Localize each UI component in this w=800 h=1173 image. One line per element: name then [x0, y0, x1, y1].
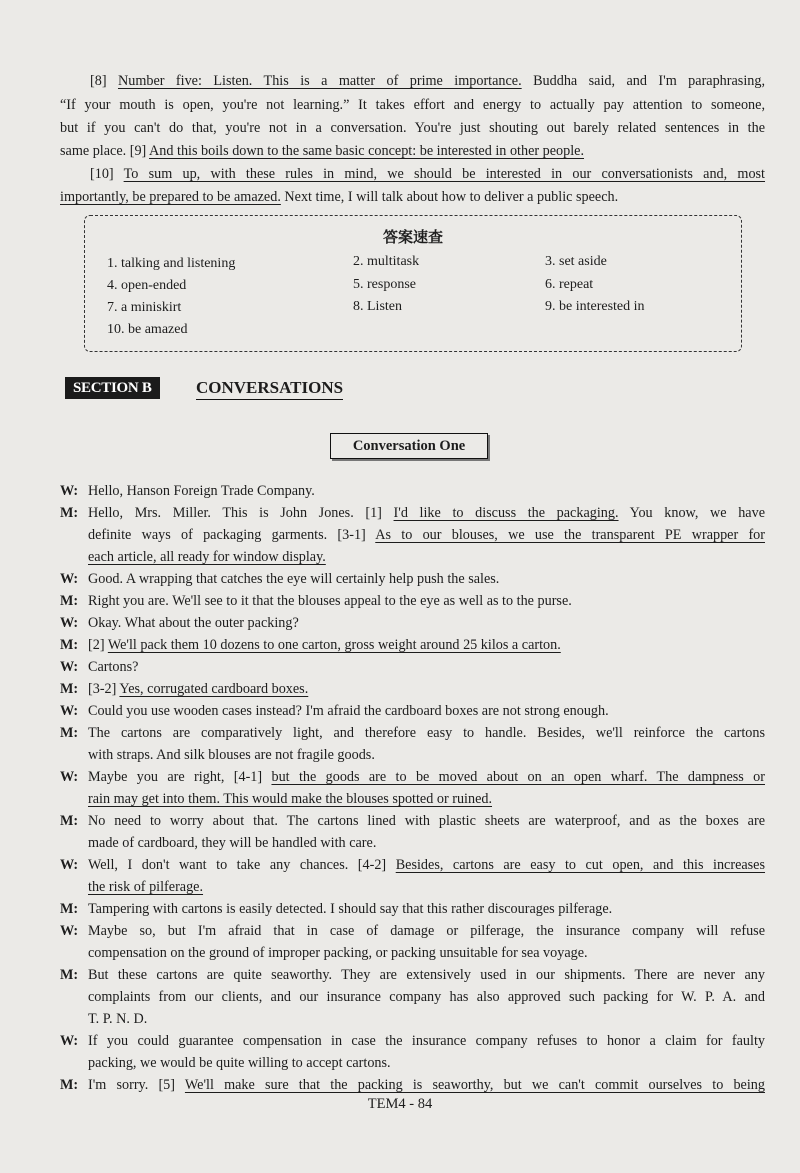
paragraph-8-line-3 — [60, 117, 765, 139]
speaker: W: — [60, 703, 79, 719]
speaker: W: — [60, 483, 79, 499]
answer-item: 7. a miniskirt — [107, 300, 182, 315]
underlined-answer: To sum up, with these rules in mind, we should be interested in our conversationists and, most — [123, 166, 766, 182]
text: If you could guarantee compensation in case the insurance company refuses to honor a claim for faulty — [88, 1033, 765, 1049]
text: I'm sorry. [5] — [88, 1077, 175, 1093]
paragraph-marker: [8] — [90, 73, 107, 89]
speaker: M: — [60, 725, 79, 741]
speaker: M: — [60, 813, 79, 829]
dialogue-line — [60, 898, 765, 920]
answer-item: 3. set aside — [545, 254, 607, 269]
answer-item: 10. be amazed — [107, 322, 188, 337]
text: Right you are. We'll see to it that the blouses appeal to the eye as well as to the purse. — [88, 593, 572, 609]
text: Tampering with cartons is easily detected. I should say that this rather discourages pilferage. — [88, 901, 613, 917]
speaker: W: — [60, 1033, 79, 1049]
dialogue-line — [60, 678, 765, 700]
answer-item: 5. response — [353, 277, 416, 292]
text: Good. A wrapping that catches the eye will certainly help push the sales. — [88, 571, 500, 587]
underlined-answer: but the goods are to be moved about on an open wharf. The dampness or — [271, 769, 765, 785]
speaker: M: — [60, 505, 79, 521]
dialogue-line — [60, 722, 765, 744]
text: complaints from our clients, and our insurance company has also approved such packing for W. P. A. and — [88, 989, 765, 1005]
dialogue-line — [60, 986, 765, 1008]
paragraph-10-line-2 — [60, 186, 765, 208]
text: Could you use wooden cases instead? I'm afraid the cardboard boxes are not strong enough. — [88, 703, 609, 719]
dialogue-line — [60, 1052, 793, 1074]
dialogue-line — [60, 876, 793, 898]
answer-item: 1. talking and listening — [107, 256, 236, 271]
text: same place. [9] — [60, 143, 147, 159]
dialogue-line — [60, 1008, 793, 1030]
speaker: W: — [60, 923, 79, 939]
dialogue-line — [60, 964, 765, 986]
speaker: M: — [60, 681, 79, 697]
text: Hello, Hanson Foreign Trade Company. — [88, 483, 315, 499]
dialogue-line — [60, 700, 765, 722]
dialogue-line — [60, 1030, 765, 1052]
text: T. P. N. D. — [88, 1011, 148, 1027]
text: made of cardboard, they will be handled with care. — [88, 835, 377, 851]
answer-item: 2. multitask — [353, 254, 420, 269]
underlined-answer: Number five: Listen. This is a matter of prime importance. — [117, 73, 522, 89]
text: Well, I don't want to take any chances. [4-2] — [88, 857, 387, 873]
dialogue-line — [60, 788, 793, 810]
underlined-answer: We'll make sure that the packing is seaworthy, but we can't commit ourselves to being — [184, 1077, 765, 1093]
speaker: M: — [60, 967, 79, 983]
speaker: W: — [60, 571, 79, 587]
page-number: TEM4 - 84 — [367, 1096, 433, 1112]
text: You know, we have — [629, 505, 765, 521]
text: “If your mouth is open, you're not learning.” It takes effort and energy to actually pay attention to someone, — [60, 97, 765, 113]
answer-item: 4. open-ended — [107, 278, 187, 293]
dialogue-line — [60, 480, 765, 502]
answer-key-title: 答案速查 — [382, 228, 443, 246]
dialogue-line — [60, 1074, 765, 1096]
underlined-answer: As to our blouses, we use the transparent PE wrapper for — [375, 527, 765, 543]
dialogue-line — [60, 854, 765, 876]
text: but if you can't do that, you're not in a conversation. You're just shouting out barely related sentences in the — [60, 120, 765, 136]
dialogue-line — [60, 656, 765, 678]
text: [3-2] — [88, 681, 117, 697]
dialogue-line — [60, 612, 765, 634]
speaker: W: — [60, 659, 79, 675]
paragraph-8-line-1 — [60, 70, 765, 92]
answer-item: 6. repeat — [545, 277, 594, 292]
speaker: M: — [60, 593, 79, 609]
dialogue-line — [60, 766, 765, 788]
text: The cartons are comparatively light, and therefore easy to handle. Besides, we'll reinforce the cartons — [88, 725, 765, 741]
dialogue-line — [60, 568, 765, 590]
speaker: W: — [60, 857, 79, 873]
dialogue-line — [60, 634, 765, 656]
text: But these cartons are quite seaworthy. They are extensively used in our shipments. There are never any — [88, 967, 765, 983]
speaker: M: — [60, 1077, 79, 1093]
text: Cartons? — [88, 659, 139, 675]
paragraph-marker: [10] — [90, 166, 114, 182]
speaker: W: — [60, 615, 79, 631]
dialogue-line — [60, 810, 765, 832]
underlined-answer: Besides, cartons are easy to cut open, and this increases — [395, 857, 766, 873]
underlined-answer: And this boils down to the same basic concept: be interested in other people. — [149, 143, 585, 159]
text: Maybe you are right, [4-1] — [88, 769, 263, 785]
paragraph-10-line-1 — [60, 163, 765, 185]
dialogue-line — [60, 942, 793, 964]
text: Maybe so, but I'm afraid that in case of damage or pilferage, the insurance company will refuse — [88, 923, 765, 939]
text: No need to worry about that. The cartons lined with plastic sheets are waterproof, and as the boxes are — [88, 813, 765, 829]
text: with straps. And silk blouses are not fragile goods. — [88, 747, 375, 763]
paragraph-8-line-4 — [60, 140, 765, 162]
section-title: CONVERSATIONS — [196, 377, 343, 400]
text: packing, we would be quite willing to accept cartons. — [88, 1055, 391, 1071]
underlined-answer: the risk of pilferage. — [88, 879, 204, 895]
underlined-answer: We'll pack them 10 dozens to one carton, gross weight around 25 kilos a carton. — [107, 637, 561, 653]
paragraph-8-line-2 — [60, 94, 765, 116]
dialogue-line — [60, 920, 765, 942]
answer-item: 8. Listen — [353, 299, 402, 314]
dialogue-line — [60, 590, 765, 612]
text: Buddha said, and I'm paraphrasing, — [533, 73, 765, 89]
section-badge: SECTION B — [65, 377, 160, 399]
text: definite ways of packaging garments. [3-1] — [88, 527, 366, 543]
answer-item: 9. be interested in — [545, 299, 645, 314]
underlined-answer: I'd like to discuss the packaging. — [393, 505, 619, 521]
text: Hello, Mrs. Miller. This is John Jones. [1] — [88, 505, 382, 521]
text: compensation on the ground of improper packing, or packing unsuitable for sea voyage. — [88, 945, 588, 961]
dialogue-line — [60, 546, 793, 568]
underlined-answer: Yes, corrugated cardboard boxes. — [119, 681, 309, 697]
speaker: M: — [60, 901, 79, 917]
dialogue-line — [60, 524, 765, 546]
dialogue-line — [60, 502, 765, 524]
text: Okay. What about the outer packing? — [88, 615, 299, 631]
underlined-answer: rain may get into them. This would make the blouses spotted or ruined. — [88, 791, 493, 807]
answer-key-box — [84, 215, 742, 352]
speaker: M: — [60, 637, 79, 653]
dialogue-line — [60, 832, 793, 854]
underlined-answer: importantly, be prepared to be amazed. — [60, 189, 281, 205]
text: [2] — [88, 637, 105, 653]
conversation-label: Conversation One — [330, 433, 488, 459]
dialogue-line — [60, 744, 793, 766]
speaker: W: — [60, 769, 79, 785]
underlined-answer: each article, all ready for window display. — [88, 549, 326, 565]
text: Next time, I will talk about how to deliver a public speech. — [284, 189, 619, 205]
